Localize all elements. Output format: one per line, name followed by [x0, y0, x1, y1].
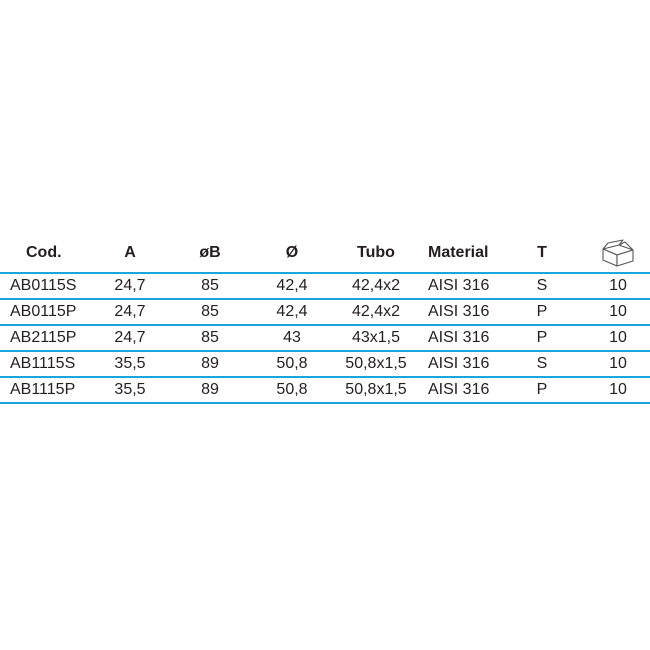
cell-qty: 10: [609, 329, 627, 346]
header-t: T: [537, 244, 547, 261]
table-row: [0, 326, 650, 352]
cell-b: 89: [201, 355, 219, 372]
cell-t: P: [536, 381, 548, 398]
header-tubo: Tubo: [357, 244, 395, 261]
cell-cod: AB1115P: [10, 381, 76, 398]
cell-material: AISI 316: [428, 355, 490, 372]
cell-diameter: 50,8: [276, 381, 308, 398]
cell-qty: 10: [609, 303, 627, 320]
cell-qty: 10: [609, 355, 627, 372]
cell-cod: AB2115P: [10, 329, 77, 346]
cell-material: AISI 316: [428, 277, 490, 294]
cell-diameter: 43: [283, 329, 301, 346]
header-a: A: [124, 244, 136, 261]
cell-t: S: [536, 277, 548, 294]
cell-diameter: 50,8: [276, 355, 308, 372]
table-row: [0, 378, 650, 404]
cell-tubo: 43x1,5: [351, 329, 401, 346]
table-row: [0, 274, 650, 300]
cell-t: S: [536, 355, 548, 372]
cell-material: AISI 316: [428, 381, 490, 398]
cell-cod: AB0115S: [10, 277, 77, 294]
cell-diameter: 42,4: [276, 303, 308, 320]
cell-cod: AB0115P: [10, 303, 77, 320]
table-row: [0, 300, 650, 326]
cell-qty: 10: [609, 277, 627, 294]
table-header-row: [0, 234, 650, 274]
cell-tubo: 42,4x2: [351, 277, 401, 294]
cell-t: P: [536, 329, 548, 346]
cell-a: 35,5: [114, 355, 146, 372]
cell-b: 85: [201, 303, 219, 320]
cell-b: 85: [201, 329, 219, 346]
cell-cod: AB1115S: [10, 355, 76, 372]
header-diameter: Ø: [285, 244, 299, 261]
spec-table: [0, 234, 650, 404]
cell-tubo: 42,4x2: [351, 303, 401, 320]
cell-material: AISI 316: [428, 329, 490, 346]
cell-diameter: 42,4: [276, 277, 308, 294]
cell-tubo: 50,8x1,5: [345, 381, 407, 398]
cell-a: 24,7: [114, 277, 146, 294]
cell-a: 24,7: [114, 303, 146, 320]
cell-a: 35,5: [114, 381, 146, 398]
header-material: Material: [428, 244, 489, 261]
header-b: øB: [199, 244, 221, 261]
cell-a: 24,7: [114, 329, 146, 346]
cell-qty: 10: [609, 381, 627, 398]
cell-t: P: [536, 303, 548, 320]
table-row: [0, 352, 650, 378]
cell-b: 89: [201, 381, 219, 398]
cell-tubo: 50,8x1,5: [345, 355, 407, 372]
cell-material: AISI 316: [428, 303, 490, 320]
box-icon: [598, 234, 638, 272]
cell-b: 85: [201, 277, 219, 294]
header-cod: Cod.: [26, 244, 62, 261]
table-body: [0, 274, 650, 404]
